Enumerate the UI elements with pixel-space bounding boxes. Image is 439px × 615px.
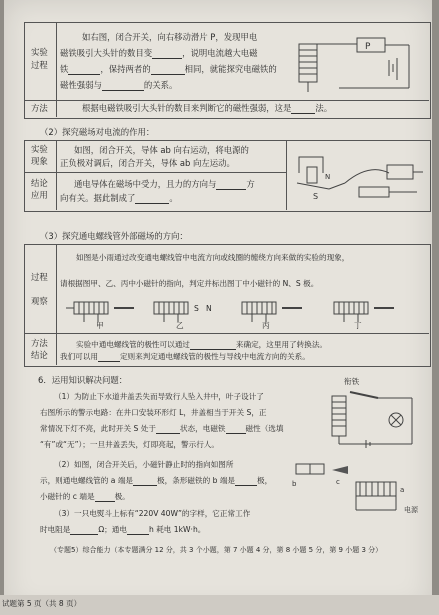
text-line: 常情况下灯不亮，此时开关 S 处于 状态，电磁铁 磁性（选填 [40,424,284,433]
text-line: （2）如图，闭合开关后，小磁针静止时的指向如图所 [54,460,234,469]
text-line: 通电导体在磁场中受力，且力的方向与 方 [74,179,255,189]
row-label: 结论 [31,178,48,188]
row-label: 现象 [31,156,48,166]
answer-blank[interactable] [127,525,149,535]
text-line: 请根据图甲、乙、丙中小磁针的指向，判定并标出图丁中小磁针的 N、S 极。 [60,279,319,288]
answer-blank[interactable] [235,476,257,486]
answer-blank[interactable] [156,424,180,434]
text-line: 如图，闭合开关，导体 ab 向右运动，将电源的 [74,145,249,155]
figure-label: 乙 [176,321,184,330]
answer-blank[interactable] [68,65,100,75]
text-line: 铁 ，保持两者的 相同，就能探究电磁铁的 [60,64,277,74]
text-line: 正负极对调后，闭合开关，导体 ab 向左运动。 [60,158,235,168]
section-title: （3）探究通电螺线管外部磁场的方向： [40,231,188,241]
text-line: 时电阻是 Ω；通电 h 耗电 1kW·h。 [40,525,206,534]
fig-label-power: 电源 [404,506,418,514]
row-label: 方法 [31,103,48,113]
answer-blank[interactable] [152,49,182,59]
solenoid-magnet-figure [292,458,422,518]
answer-blank[interactable] [102,81,144,91]
text-line: “有”或“无”）；一旦井盖丢失，灯即亮起，警示行人。 [40,440,219,449]
figure-label: 甲 [96,321,104,330]
row-label: 过程 [31,272,48,282]
answer-blank[interactable] [151,65,185,75]
text-line: 向有关。据此制成了 。 [60,193,178,203]
text-line: 我们可以用 定则来判定通电螺线管的极性与导线中电流方向的关系。 [60,352,310,361]
pole-label: N [206,304,212,313]
text-line: （1）为防止下水道井盖丢失而导致行人坠入井中，叶子设计了 [54,392,264,401]
exam-sheet [4,0,432,612]
row-label: 观察 [31,296,48,306]
text-line: 右图所示的警示电路：在井口安装环形灯 L，井盖相当于开关 S，正 [40,408,267,417]
answer-blank[interactable] [98,352,120,362]
row-label: 实验 [31,47,48,57]
svg-text:N: N [325,173,331,181]
pole-label: S [194,304,199,313]
row-label: 实验 [31,144,48,154]
text-line: 示，则通电螺线管的 a 端是 极，条形磁铁的 b 端是 极， [40,476,273,485]
method-text: 根据电磁铁吸引大头针的数目来判断它的磁性强弱，这是 法。 [82,103,333,113]
svg-text:S: S [313,192,319,201]
page-footer: 试题第 5 页（共 8 页） [2,599,82,608]
row-label: 方法 [31,338,48,348]
text-line: 如右图，闭合开关，向右移动滑片 P，发现甲电 [82,32,258,42]
answer-blank[interactable] [70,525,98,535]
figure-label: 衔铁 [344,377,360,386]
text-line: 磁性强弱与 的关系。 [60,80,178,90]
motor-apparatus-figure [289,143,427,207]
svg-text:P: P [365,42,371,52]
answer-blank[interactable] [133,476,157,486]
answer-blank[interactable] [135,194,169,204]
text-line: （3）一只电熨斗上标有“220V 40W”的字样，它正常工作 [54,509,251,518]
text-line: 磁铁吸引大头针的数目变 ，说明电流越大电磁 [60,48,258,58]
section-note: （专题5）综合能力（本专题满分 12 分，共 3 个小题，第 7 小题 4 分，第 8 小题 5 分，第 9 小题 3 分） [50,546,383,554]
question-title: 6．运用知识解决问题： [38,375,128,385]
fig-label-a: a [400,486,405,494]
row-label: 结论 [31,350,48,360]
answer-blank[interactable] [291,104,315,114]
text-line: 小磁针的 c 端是 极。 [40,492,130,501]
figure-label: 丙 [262,321,270,330]
text-line: 如图是小雨通过改变通电螺线管中电流方向或线圈的缠绕方向来做的实验的现象， [76,253,350,262]
fig-label-c: c [336,478,340,486]
answer-blank[interactable] [226,424,246,434]
answer-blank[interactable] [190,340,236,350]
answer-blank[interactable] [95,492,115,502]
figure-label: 丁 [354,321,362,330]
fig-label-b: b [292,480,297,488]
warning-circuit-figure [322,386,422,452]
text-line: 实验中通电螺线管的极性可以通过 来确定，这里用了转换法。 [76,340,328,349]
row-label: 应用 [31,190,48,200]
row-label: 过程 [31,60,48,70]
answer-blank[interactable] [216,180,246,190]
electromagnet-figure [279,30,419,96]
section-title: （2）探究磁场对电流的作用： [40,127,155,137]
